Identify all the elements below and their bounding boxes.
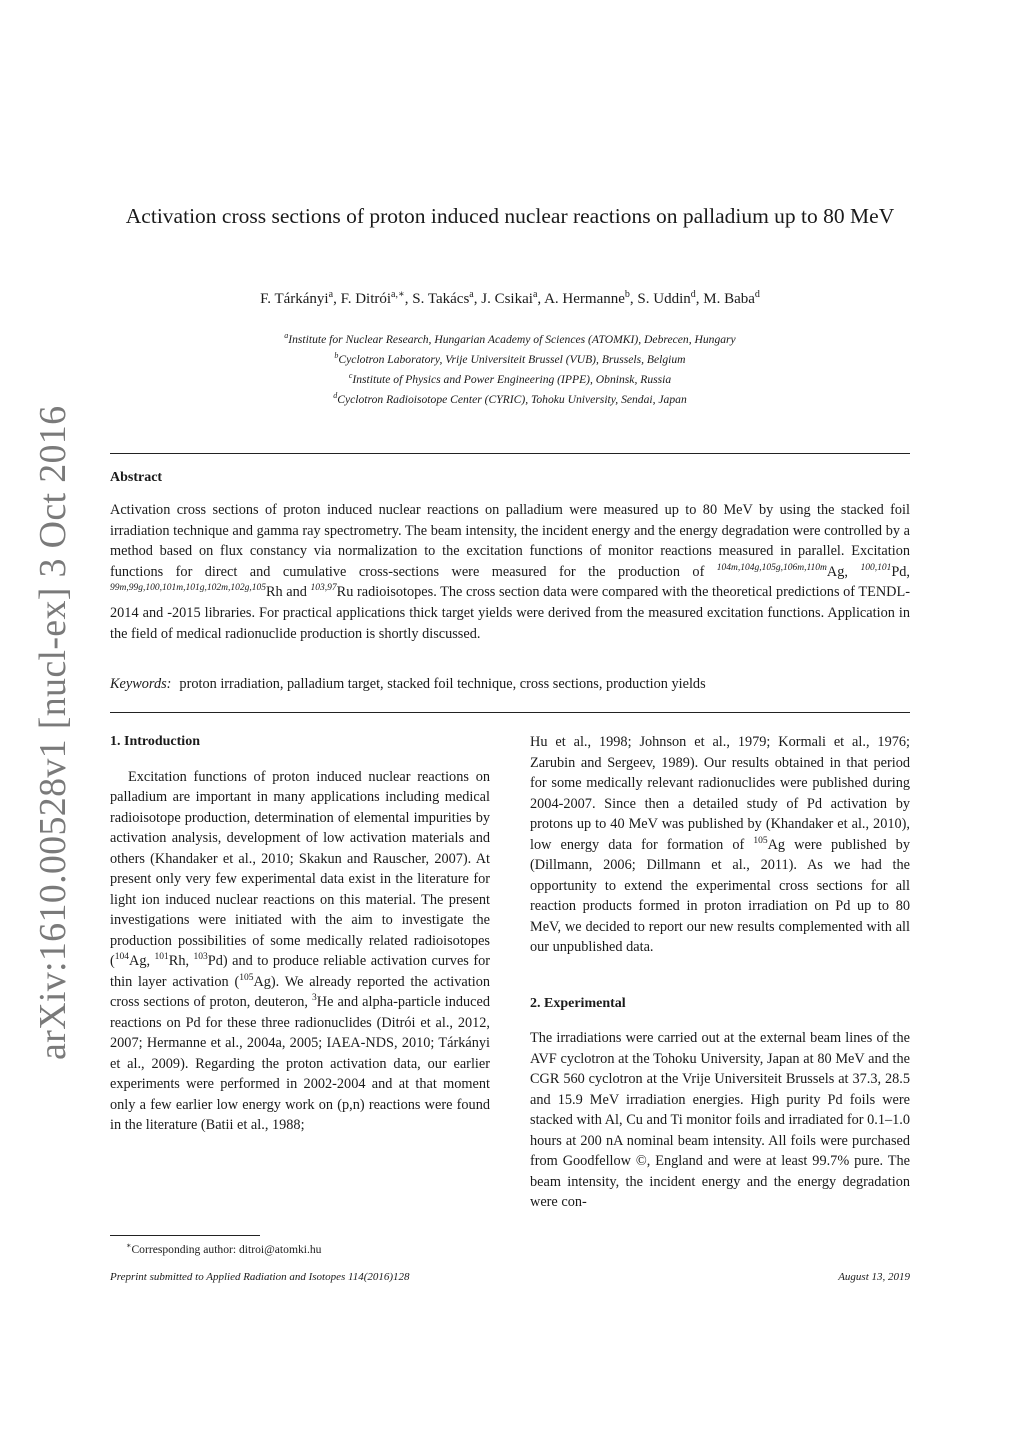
abstract-text-part: Ag, (826, 563, 861, 580)
footnote-rule (110, 1235, 260, 1236)
paragraph-text: Ag, (129, 953, 155, 969)
affiliation-mark: b (334, 350, 339, 360)
abstract-text-part: Ru radioisotopes. The cross section data were compared with the theoretical predictions of TENDL-2014 and -2015 libraries. For practical applications thick target yields were derived from the measured excitation functions. Application in the field of medical radionuclide production is shortly discussed. (110, 584, 911, 642)
isotope-superscript: 105 (753, 835, 768, 846)
abstract-body (110, 500, 910, 644)
author-affiliation-mark: a (532, 289, 538, 300)
author-affiliation-mark: a (469, 289, 474, 300)
section-heading-experimental: 2. Experimental (530, 995, 626, 1011)
right-column (530, 732, 910, 1213)
affiliation-text: Institute of Physics and Power Engineering (IPPE), Obninsk, Russia (352, 372, 672, 386)
footer-date: August 13, 2019 (838, 1271, 910, 1283)
isotope-superscript: 99m,99g,100,101m,101g,102m,102g,105 (110, 583, 266, 594)
affiliation-item (110, 388, 910, 408)
corresponding-author-footnote (126, 1241, 321, 1256)
footnote-mark: ∗ (126, 1241, 132, 1250)
affiliation-item (110, 368, 910, 388)
isotope-superscript: 104 (114, 952, 130, 963)
paragraph-text: He and alpha-particle induced reactions on Pd for these three radionuclides (Ditrói et al., 2012, 2007; Hermanne et al., 2004a, 2005; IAEA-NDS, 2010; Tárkányi et al., 2009). Regarding the proton activation data, our earlier experiments were performed in 2002-2004 and at that moment only a few earlier low energy work on (p,n) reactions were found in the literature (Batii et al., 1988; (110, 994, 490, 1133)
preprint-note: Preprint submitted to Applied Radiation and Isotopes 114(2016)128 (110, 1271, 410, 1283)
abstract-text-part: Rh and (265, 584, 311, 601)
isotope-superscript: 103,97 (310, 583, 337, 594)
isotope-superscript: 103 (193, 952, 208, 963)
author-affiliation-mark: a (328, 289, 334, 300)
paragraph-text: Excitation functions of proton induced nuclear reactions on palladium are important in many applications including medical radioisotope production, determination of elemental impurities by activation analysis, development of low activation materials and others (Khandaker et al., 2010; Skakun and Rauscher, 2007). At present only very few experimental data exist in the literature for light ion induced nuclear reactions on this material. The present investigations were initiated with the aim to investigate the production possibilities of some medically related radioisotopes ( (110, 768, 490, 969)
isotope-superscript: 101 (154, 952, 169, 963)
author-affiliation-mark: a,∗ (391, 289, 405, 300)
author-affiliation-mark: d (690, 289, 696, 300)
affiliation-mark: d (333, 390, 338, 400)
paragraph-text: Pd) and to produce reliable activation curves for thin layer activation ( (110, 953, 490, 990)
arxiv-identifier: arXiv:1610.00528v1 [nucl-ex] 3 Oct 2016 (32, 405, 74, 1060)
paragraph-text: Ag). We already reported the activation cross sections of proton, deuteron, (110, 973, 490, 1010)
author-name: M. Baba (703, 291, 755, 307)
footnote-text: Corresponding author: ditroi@atomki.hu (131, 1242, 322, 1256)
paragraph-text: Rh, (168, 953, 194, 969)
affiliation-item (110, 328, 910, 348)
affiliation-text: Cyclotron Laboratory, Vrije Universiteit Brussel (VUB), Brussels, Belgium (338, 352, 686, 366)
author-list: F. Tárkányi$^a$, F. Ditrói$^{a,∗}$, S. Takács$^a$, J. Csikai$^a$, A. Hermanne$^b$, S. Uddin$^d$, M. Baba$^d$ (260, 289, 760, 307)
affiliation-mark: c (348, 370, 353, 380)
author-name: A. Hermanne (544, 291, 625, 307)
affiliation-list (110, 328, 910, 407)
introduction-paragraph-continued (530, 732, 910, 958)
author-name: S. Uddin (637, 291, 691, 307)
keywords-line (110, 676, 910, 693)
paragraph-text: Hu et al., 1998; Johnson et al., 1979; Kormali et al., 1976; Zarubin and Sergeev, 1989). Our results obtained in that period for some medically relevant radionuclides were published during 2004-2007. Since then a detailed study of Pd activation by protons up to 40 MeV was published by (Khandaker et al., 2010), low energy data for formation of (530, 734, 910, 853)
author-affiliation-mark: b (624, 289, 630, 300)
paper-title: Activation cross sections of proton induced nuclear reactions on palladium up to 80 MeV (125, 204, 895, 228)
isotope-superscript: 100,101 (860, 563, 892, 574)
abstract-text-part: Activation cross sections of proton induced nuclear reactions on palladium were measured up to 80 MeV by using the stacked foil irradiation technique and gamma ray spectrometry. The beam intensity, the incident energy and the energy degradation were controlled by a method based on flux constancy via normalization to the excitation functions of monitor reactions measured in parallel. Excitation functions for direct and cumulative cross-sections were measured for the production of (110, 502, 910, 580)
abstract-bottom-rule (110, 712, 910, 713)
author-affiliation-mark: d (754, 289, 760, 300)
affiliation-mark: a (284, 331, 289, 340)
keywords-label: Keywords: (110, 676, 172, 692)
introduction-paragraph (110, 767, 490, 1136)
section-heading-introduction: 1. Introduction (110, 734, 200, 749)
affiliation-item (110, 348, 910, 368)
affiliation-text: Cyclotron Radioisotope Center (CYRIC), Tohoku University, Sendai, Japan (337, 392, 687, 406)
left-column (110, 732, 490, 1136)
abstract-heading: Abstract (110, 470, 163, 485)
affiliation-text: Institute for Nuclear Research, Hungarian Academy of Sciences (ATOMKI), Debrecen, Hungary (288, 332, 736, 346)
abstract-top-rule (110, 453, 910, 454)
paragraph-text: Ag were published by (Dillmann, 2006; Dillmann et al., 2011). As we had the opportunity to extend the experimental cross sections for all reaction products formed in proton irradiation on Pd up to 80 MeV, we decided to report our new results complemented with all our unpublished data. (530, 836, 910, 955)
experimental-paragraph: The irradiations were carried out at the external beam lines of the AVF cyclotron at the Tohoku University, Japan at 80 MeV and the CGR 560 cyclotron at the Vrije Universiteit Brussels at 37.3, 28.5 and 15.9 MeV irradiation energies. High purity Pd foils were stacked with Al, Cu and Ti monitor foils and irradiated for 0.1–1.0 hours at 200 nA nominal beam intensity. All foils were purchased from Goodfellow ©, England and were at least 99.7% pure. The beam intensity, the incident energy and the energy degradation were con- (530, 1030, 910, 1210)
author-name: J. Csikai (481, 291, 533, 307)
author-name: F. Tárkányi (260, 291, 329, 307)
abstract-text-part: Pd, (891, 563, 910, 580)
keywords-text: proton irradiation, palladium target, stacked foil technique, cross sections, production yields (179, 676, 706, 692)
isotope-superscript: 104m,104g,105g,106m,110m (716, 563, 827, 574)
isotope-superscript: 105 (239, 972, 254, 983)
isotope-superscript: 3 (312, 993, 317, 1004)
author-name: F. Ditrói (340, 291, 392, 307)
author-name: S. Takács (412, 291, 470, 307)
